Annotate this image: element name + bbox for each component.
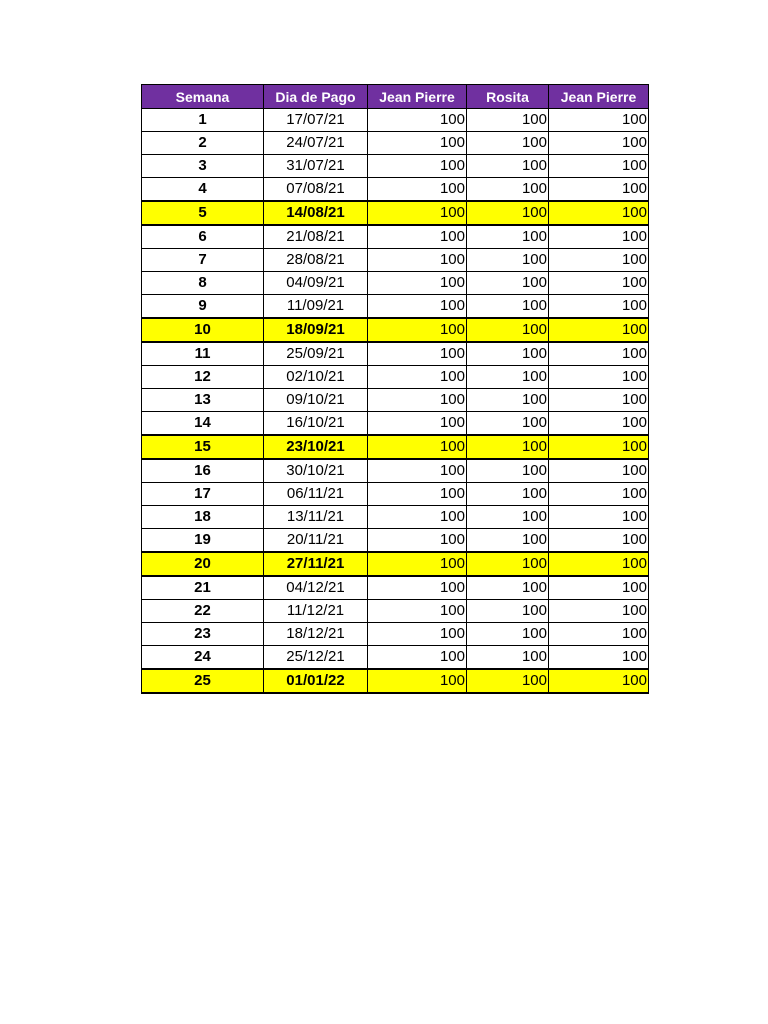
cell-jean-pierre-2[interactable]: 100 bbox=[549, 366, 649, 389]
cell-semana[interactable]: 5 bbox=[142, 201, 264, 225]
cell-jean-pierre-2[interactable]: 100 bbox=[549, 178, 649, 202]
cell-dia-de-pago[interactable]: 30/10/21 bbox=[264, 459, 368, 483]
cell-jean-pierre[interactable]: 100 bbox=[368, 132, 467, 155]
cell-rosita[interactable]: 100 bbox=[467, 272, 549, 295]
cell-jean-pierre[interactable]: 100 bbox=[368, 109, 467, 132]
cell-jean-pierre-2[interactable]: 100 bbox=[549, 225, 649, 249]
cell-jean-pierre[interactable]: 100 bbox=[368, 483, 467, 506]
cell-jean-pierre-2[interactable]: 100 bbox=[549, 552, 649, 576]
table-row bbox=[142, 249, 649, 272]
cell-jean-pierre[interactable]: 100 bbox=[368, 600, 467, 623]
table-row bbox=[142, 552, 649, 576]
cell-rosita[interactable]: 100 bbox=[467, 342, 549, 366]
header-semana: Semana bbox=[142, 85, 264, 109]
cell-dia-de-pago[interactable]: 13/11/21 bbox=[264, 506, 368, 529]
cell-dia-de-pago[interactable]: 04/09/21 bbox=[264, 272, 368, 295]
cell-rosita[interactable]: 100 bbox=[467, 132, 549, 155]
cell-jean-pierre[interactable]: 100 bbox=[368, 201, 467, 225]
cell-semana[interactable]: 3 bbox=[142, 155, 264, 178]
cell-jean-pierre[interactable]: 100 bbox=[368, 389, 467, 412]
cell-dia-de-pago[interactable]: 11/12/21 bbox=[264, 600, 368, 623]
cell-jean-pierre[interactable]: 100 bbox=[368, 529, 467, 553]
cell-semana[interactable]: 11 bbox=[142, 342, 264, 366]
table-row bbox=[142, 669, 649, 693]
cell-semana[interactable]: 2 bbox=[142, 132, 264, 155]
header-jean-pierre-2: Jean Pierre bbox=[549, 85, 649, 109]
cell-jean-pierre[interactable]: 100 bbox=[368, 623, 467, 646]
cell-dia-de-pago[interactable]: 01/01/22 bbox=[264, 669, 368, 693]
table-row bbox=[142, 295, 649, 319]
cell-jean-pierre[interactable]: 100 bbox=[368, 412, 467, 436]
table-row bbox=[142, 178, 649, 202]
table-row bbox=[142, 389, 649, 412]
cell-dia-de-pago[interactable]: 27/11/21 bbox=[264, 552, 368, 576]
cell-jean-pierre-2[interactable]: 100 bbox=[549, 295, 649, 319]
cell-jean-pierre[interactable]: 100 bbox=[368, 646, 467, 670]
cell-jean-pierre[interactable]: 100 bbox=[368, 669, 467, 693]
cell-semana[interactable]: 4 bbox=[142, 178, 264, 202]
table-row bbox=[142, 506, 649, 529]
cell-jean-pierre[interactable]: 100 bbox=[368, 318, 467, 342]
cell-jean-pierre[interactable]: 100 bbox=[368, 178, 467, 202]
cell-jean-pierre-2[interactable]: 100 bbox=[549, 389, 649, 412]
cell-semana[interactable]: 14 bbox=[142, 412, 264, 436]
cell-rosita[interactable]: 100 bbox=[467, 600, 549, 623]
cell-semana[interactable]: 24 bbox=[142, 646, 264, 670]
cell-semana[interactable]: 1 bbox=[142, 109, 264, 132]
table-row bbox=[142, 529, 649, 553]
cell-semana[interactable]: 20 bbox=[142, 552, 264, 576]
cell-jean-pierre[interactable]: 100 bbox=[368, 552, 467, 576]
cell-rosita[interactable]: 100 bbox=[467, 109, 549, 132]
table-row bbox=[142, 646, 649, 670]
cell-jean-pierre-2[interactable]: 100 bbox=[549, 412, 649, 436]
header-row bbox=[142, 85, 649, 109]
cell-jean-pierre-2[interactable]: 100 bbox=[549, 318, 649, 342]
cell-semana[interactable]: 16 bbox=[142, 459, 264, 483]
table-row bbox=[142, 623, 649, 646]
cell-dia-de-pago[interactable]: 24/07/21 bbox=[264, 132, 368, 155]
cell-dia-de-pago[interactable]: 21/08/21 bbox=[264, 225, 368, 249]
table-row bbox=[142, 412, 649, 436]
cell-rosita[interactable]: 100 bbox=[467, 389, 549, 412]
cell-rosita[interactable]: 100 bbox=[467, 155, 549, 178]
cell-rosita[interactable]: 100 bbox=[467, 412, 549, 436]
cell-rosita[interactable]: 100 bbox=[467, 623, 549, 646]
table-row bbox=[142, 576, 649, 600]
cell-rosita[interactable]: 100 bbox=[467, 249, 549, 272]
table-row bbox=[142, 201, 649, 225]
payment-schedule-table bbox=[141, 84, 649, 694]
cell-dia-de-pago[interactable]: 04/12/21 bbox=[264, 576, 368, 600]
header-rosita: Rosita bbox=[467, 85, 549, 109]
cell-semana[interactable]: 25 bbox=[142, 669, 264, 693]
cell-jean-pierre-2[interactable]: 100 bbox=[549, 623, 649, 646]
cell-dia-de-pago[interactable]: 02/10/21 bbox=[264, 366, 368, 389]
cell-rosita[interactable]: 100 bbox=[467, 552, 549, 576]
cell-rosita[interactable]: 100 bbox=[467, 178, 549, 202]
cell-jean-pierre-2[interactable]: 100 bbox=[549, 201, 649, 225]
table-row bbox=[142, 318, 649, 342]
cell-jean-pierre[interactable]: 100 bbox=[368, 249, 467, 272]
cell-jean-pierre-2[interactable]: 100 bbox=[549, 459, 649, 483]
cell-semana[interactable]: 18 bbox=[142, 506, 264, 529]
cell-rosita[interactable]: 100 bbox=[467, 366, 549, 389]
cell-semana[interactable]: 9 bbox=[142, 295, 264, 319]
cell-jean-pierre[interactable]: 100 bbox=[368, 506, 467, 529]
cell-jean-pierre-2[interactable]: 100 bbox=[549, 249, 649, 272]
cell-dia-de-pago[interactable]: 11/09/21 bbox=[264, 295, 368, 319]
cell-rosita[interactable]: 100 bbox=[467, 576, 549, 600]
cell-jean-pierre-2[interactable]: 100 bbox=[549, 646, 649, 670]
cell-rosita[interactable]: 100 bbox=[467, 318, 549, 342]
cell-jean-pierre-2[interactable]: 100 bbox=[549, 272, 649, 295]
cell-dia-de-pago[interactable]: 18/12/21 bbox=[264, 623, 368, 646]
table-row bbox=[142, 483, 649, 506]
cell-jean-pierre[interactable]: 100 bbox=[368, 366, 467, 389]
cell-semana[interactable]: 6 bbox=[142, 225, 264, 249]
header-jean-pierre: Jean Pierre bbox=[368, 85, 467, 109]
cell-jean-pierre-2[interactable]: 100 bbox=[549, 342, 649, 366]
cell-semana[interactable]: 21 bbox=[142, 576, 264, 600]
table-row bbox=[142, 109, 649, 132]
cell-jean-pierre-2[interactable]: 100 bbox=[549, 155, 649, 178]
table-row bbox=[142, 272, 649, 295]
table-row bbox=[142, 600, 649, 623]
cell-jean-pierre-2[interactable]: 100 bbox=[549, 435, 649, 459]
cell-semana[interactable]: 17 bbox=[142, 483, 264, 506]
cell-jean-pierre[interactable]: 100 bbox=[368, 576, 467, 600]
cell-dia-de-pago[interactable]: 06/11/21 bbox=[264, 483, 368, 506]
cell-rosita[interactable]: 100 bbox=[467, 506, 549, 529]
cell-jean-pierre-2[interactable]: 100 bbox=[549, 109, 649, 132]
cell-dia-de-pago[interactable]: 25/09/21 bbox=[264, 342, 368, 366]
table-row bbox=[142, 366, 649, 389]
cell-semana[interactable]: 13 bbox=[142, 389, 264, 412]
cell-jean-pierre[interactable]: 100 bbox=[368, 155, 467, 178]
cell-semana[interactable]: 19 bbox=[142, 529, 264, 553]
table-row bbox=[142, 132, 649, 155]
cell-dia-de-pago[interactable]: 17/07/21 bbox=[264, 109, 368, 132]
cell-jean-pierre[interactable]: 100 bbox=[368, 459, 467, 483]
cell-semana[interactable]: 10 bbox=[142, 318, 264, 342]
cell-rosita[interactable]: 100 bbox=[467, 435, 549, 459]
cell-jean-pierre[interactable]: 100 bbox=[368, 342, 467, 366]
table-row bbox=[142, 342, 649, 366]
cell-jean-pierre-2[interactable]: 100 bbox=[549, 483, 649, 506]
table-row bbox=[142, 225, 649, 249]
cell-jean-pierre-2[interactable]: 100 bbox=[549, 529, 649, 553]
cell-rosita[interactable]: 100 bbox=[467, 459, 549, 483]
table-row bbox=[142, 459, 649, 483]
cell-dia-de-pago[interactable]: 16/10/21 bbox=[264, 412, 368, 436]
cell-dia-de-pago[interactable]: 31/07/21 bbox=[264, 155, 368, 178]
table-row bbox=[142, 155, 649, 178]
cell-semana[interactable]: 7 bbox=[142, 249, 264, 272]
cell-jean-pierre[interactable]: 100 bbox=[368, 295, 467, 319]
cell-jean-pierre[interactable]: 100 bbox=[368, 272, 467, 295]
cell-rosita[interactable]: 100 bbox=[467, 669, 549, 693]
cell-rosita[interactable]: 100 bbox=[467, 646, 549, 670]
cell-dia-de-pago[interactable]: 07/08/21 bbox=[264, 178, 368, 202]
cell-semana[interactable]: 15 bbox=[142, 435, 264, 459]
cell-rosita[interactable]: 100 bbox=[467, 201, 549, 225]
cell-dia-de-pago[interactable]: 28/08/21 bbox=[264, 249, 368, 272]
cell-semana[interactable]: 23 bbox=[142, 623, 264, 646]
cell-rosita[interactable]: 100 bbox=[467, 225, 549, 249]
cell-dia-de-pago[interactable]: 23/10/21 bbox=[264, 435, 368, 459]
cell-jean-pierre-2[interactable]: 100 bbox=[549, 576, 649, 600]
cell-semana[interactable]: 8 bbox=[142, 272, 264, 295]
cell-dia-de-pago[interactable]: 18/09/21 bbox=[264, 318, 368, 342]
cell-rosita[interactable]: 100 bbox=[467, 295, 549, 319]
cell-dia-de-pago[interactable]: 25/12/21 bbox=[264, 646, 368, 670]
cell-semana[interactable]: 22 bbox=[142, 600, 264, 623]
cell-rosita[interactable]: 100 bbox=[467, 483, 549, 506]
cell-jean-pierre[interactable]: 100 bbox=[368, 225, 467, 249]
header-dia-de-pago: Dia de Pago bbox=[264, 85, 368, 109]
cell-dia-de-pago[interactable]: 09/10/21 bbox=[264, 389, 368, 412]
table-row bbox=[142, 435, 649, 459]
cell-rosita[interactable]: 100 bbox=[467, 529, 549, 553]
cell-jean-pierre[interactable]: 100 bbox=[368, 435, 467, 459]
cell-jean-pierre-2[interactable]: 100 bbox=[549, 506, 649, 529]
cell-jean-pierre-2[interactable]: 100 bbox=[549, 669, 649, 693]
cell-jean-pierre-2[interactable]: 100 bbox=[549, 600, 649, 623]
cell-dia-de-pago[interactable]: 20/11/21 bbox=[264, 529, 368, 553]
cell-dia-de-pago[interactable]: 14/08/21 bbox=[264, 201, 368, 225]
cell-semana[interactable]: 12 bbox=[142, 366, 264, 389]
cell-jean-pierre-2[interactable]: 100 bbox=[549, 132, 649, 155]
